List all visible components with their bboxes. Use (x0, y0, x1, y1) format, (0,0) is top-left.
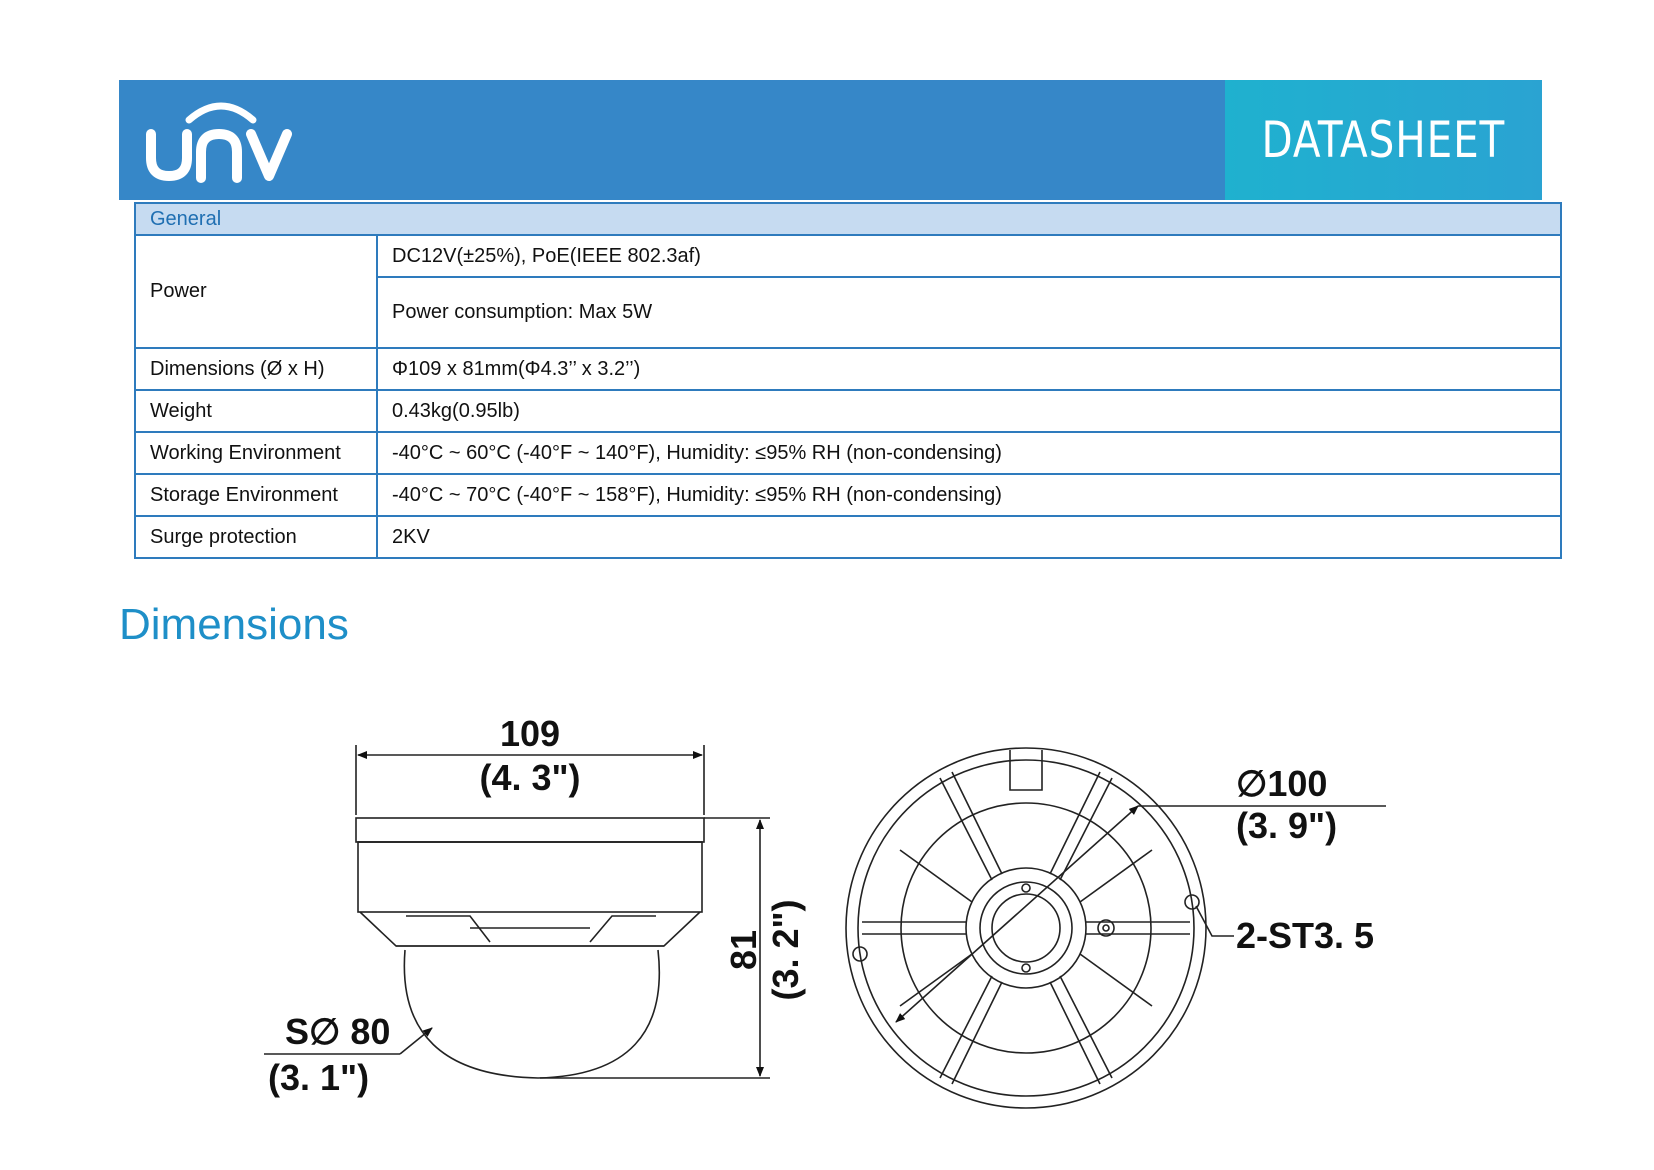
row-label-storage-environment: Storage Environment (135, 474, 377, 516)
height-in-label: (3. 2") (765, 899, 806, 1001)
row-value: -40°C ~ 70°C (-40°F ~ 158°F), Humidity: ≤95% RH (non-condensing) (377, 474, 1561, 516)
row-label-working-environment: Working Environment (135, 432, 377, 474)
row-label-weight: Weight (135, 390, 377, 432)
row-value: Power consumption: Max 5W (377, 277, 1561, 348)
dome-in-label: (3. 1") (268, 1057, 370, 1098)
dimensions-heading: Dimensions (119, 600, 349, 649)
screw-label: 2-ST3. 5 (1236, 915, 1375, 956)
row-label-surge-protection: Surge protection (135, 516, 377, 558)
dome-mm-label: S∅ 80 (285, 1011, 391, 1052)
row-value: Φ109 x 81mm(Φ4.3’’ x 3.2’’) (377, 348, 1561, 390)
section-title: General (135, 203, 1561, 235)
width-mm-label: 109 (499, 713, 561, 754)
row-value: 2KV (377, 516, 1561, 558)
diameter-mm-label: ∅100 (1236, 763, 1328, 804)
row-value: DC12V(±25%), PoE(IEEE 802.3af) (377, 235, 1561, 277)
width-in-label: (4. 3") (479, 757, 581, 798)
row-value: 0.43kg(0.95lb) (377, 390, 1561, 432)
diameter-in-label: (3. 9") (1236, 805, 1338, 846)
doc-type-label: DATASHEET (1261, 111, 1506, 169)
height-mm-label: 81 (723, 929, 764, 971)
row-label-power: Power (135, 235, 377, 348)
row-label-dimensions: Dimensions (Ø x H) (135, 348, 377, 390)
row-value: -40°C ~ 60°C (-40°F ~ 140°F), Humidity: ≤95% RH (non-condensing) (377, 432, 1561, 474)
